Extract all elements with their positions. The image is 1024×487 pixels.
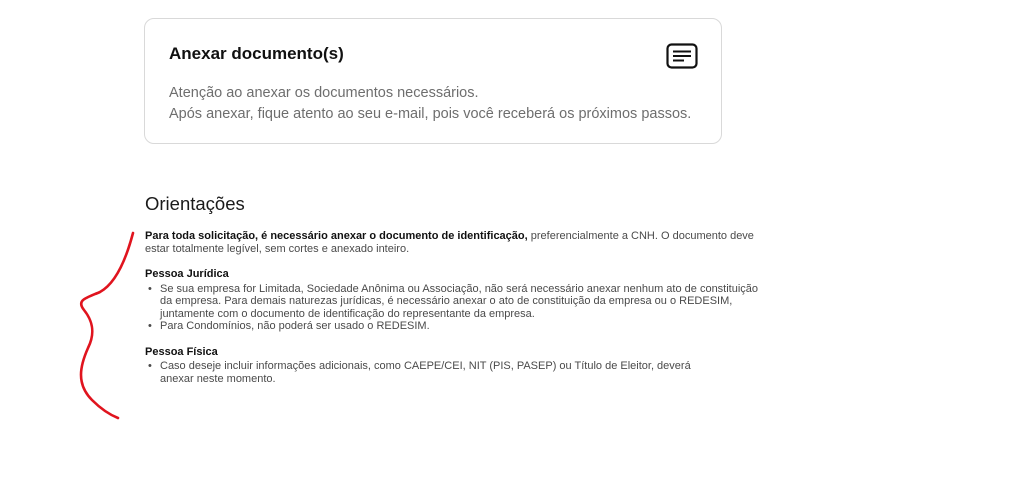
- intro-rest-1: preferencialmente a CNH. O documento deve: [527, 230, 754, 242]
- upload-document-card[interactable]: [144, 18, 722, 144]
- guidelines-content: [145, 230, 815, 385]
- list-item: [145, 360, 815, 385]
- guidelines-intro: [145, 230, 815, 255]
- list-item-line: juntamente com o documento de identificação do representante da empresa.: [160, 307, 535, 320]
- list-item: [145, 283, 815, 321]
- fisica-list: [145, 360, 815, 385]
- juridica-heading: Pessoa Jurídica: [145, 268, 229, 280]
- card-description: [169, 83, 691, 125]
- card-title: Anexar documento(s): [169, 44, 344, 63]
- juridica-list: [145, 283, 815, 333]
- document-lines-icon: [666, 43, 698, 69]
- list-item-line: Para Condomínios, não poderá ser usado o REDESIM.: [160, 320, 430, 332]
- intro-rest-2: estar totalmente legível, sem cortes e anexado inteiro.: [145, 242, 410, 255]
- list-item-line: anexar neste momento.: [160, 372, 276, 385]
- intro-bold: Para toda solicitação, é necessário anexar o documento de identificação,: [145, 230, 528, 242]
- list-item-line: da empresa. Para demais naturezas jurídicas, é necessário anexar o ato de constituição da empresa ou o REDESIM,: [160, 295, 733, 307]
- list-item: [145, 320, 815, 333]
- fisica-heading: Pessoa Física: [145, 345, 218, 358]
- card-line-1: Atenção ao anexar os documentos necessários.: [169, 85, 479, 101]
- list-item-line: Caso deseje incluir informações adicionais, como CAEPE/CEI, NIT (PIS, PASEP) ou Título de Eleitor, deverá: [160, 360, 691, 372]
- list-item-line: Se sua empresa for Limitada, Sociedade Anônima ou Associação, não será necessário anexar nenhum ato de constituição: [160, 282, 759, 295]
- guidelines-title: Orientações: [145, 193, 245, 214]
- card-line-2: Após anexar, fique atento ao seu e-mail, pois você receberá os próximos passos.: [169, 106, 692, 122]
